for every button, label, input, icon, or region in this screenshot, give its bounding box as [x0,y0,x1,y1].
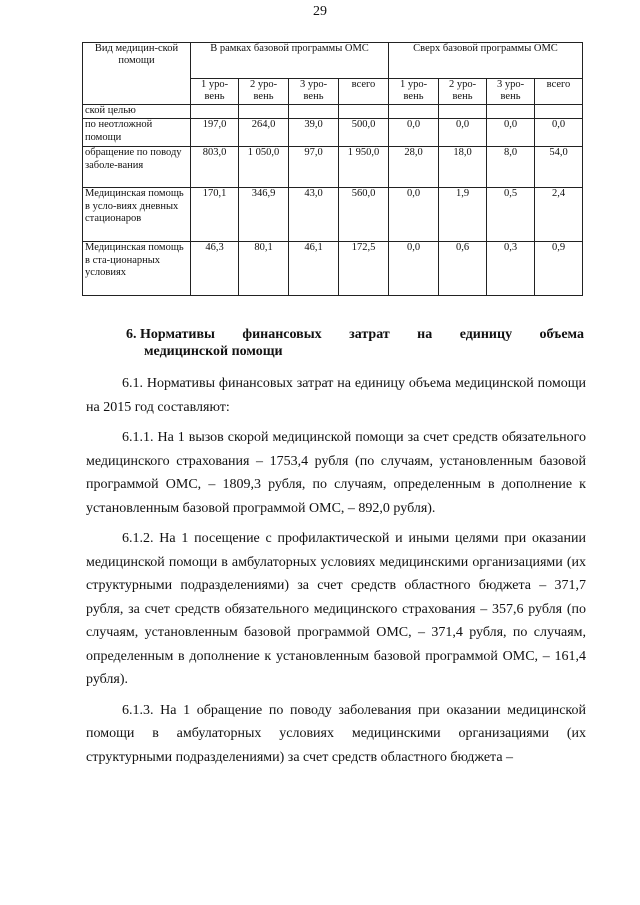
cell-value: 18,0 [439,147,487,188]
section-title-line-2: медицинской помощи [144,344,283,359]
cell-value [389,105,439,119]
cell-value: 803,0 [191,147,239,188]
cell-value: 560,0 [339,188,389,242]
cell-value: 54,0 [535,147,583,188]
cell-value: 0,0 [439,119,487,147]
cell-value: 97,0 [289,147,339,188]
cell-value: 0,3 [487,242,535,296]
row-name: по неотложной помощи [83,119,191,147]
table-row [83,147,583,188]
section-title-word: на [417,327,433,342]
cell-value: 264,0 [239,119,289,147]
cell-value: 500,0 [339,119,389,147]
paragraph-6-1-1: 6.1.1. На 1 вызов скорой медицинской помощи за счет средств обязательного медицинского страхования – 1753,4 рубля (по случаям, установленным базовой программой ОМС, – 1809,3 рубля, по случаям, определенным в дополнение к установленным базовой программой ОМС, – 892,0 рубля). [86,430,586,516]
header-base-program: В рамках базовой программы ОМС [191,43,389,79]
header-care-type: Вид медицин-ской помощи [83,43,191,105]
section-title-word: Нормативы [140,327,215,342]
cell-value: 170,1 [191,188,239,242]
cell-value: 0,6 [439,242,487,296]
cell-value: 0,0 [389,242,439,296]
paragraph-6-1-3: 6.1.3. На 1 обращение по поводу заболевания при оказании медицинской помощи в амбулаторных условиях медицинскими организациями (их структурными подразделениями) за счет средств областного бюджета – [86,702,586,765]
header-base-level-3: 3 уро-вень [289,79,339,105]
cell-value [439,105,487,119]
table-row [83,188,583,242]
paragraph-6-1: 6.1. Нормативы финансовых затрат на единицу объема медицинской помощи на 2015 год составляют: [86,376,586,415]
cell-value: 1 950,0 [339,147,389,188]
cell-value [191,105,239,119]
document-body [86,372,586,776]
section-title-word: единицу [459,327,513,342]
cell-value: 0,0 [389,188,439,242]
cell-value [487,105,535,119]
care-volume-table-container [82,42,583,296]
care-volume-table [82,42,583,296]
cell-value [339,105,389,119]
paragraph-6-1-2: 6.1.2. На 1 посещение с профилактической и иными целями при оказании медицинской помощи в амбулаторных условиях медицинскими организациями (их структурными подразделениями) за счет средств областного бюджета – 371,7 рубля, за счет средств обязательного медицинского страхования – 357,6 рубля (по случаям, установленным базовой программой ОМС, – 371,4 рубля, по случаям, определенным в дополнение к установленным базовой программой ОМС, – 161,4 рубля). [86,531,586,687]
header-base-level-2: 2 уро-вень [239,79,289,105]
cell-value [289,105,339,119]
table-row [83,242,583,296]
cell-value [535,105,583,119]
cell-value: 43,0 [289,188,339,242]
cell-value: 46,1 [289,242,339,296]
section-title-word: объема [539,327,584,342]
table-row [83,105,583,119]
cell-value: 0,0 [487,119,535,147]
cell-value: 39,0 [289,119,339,147]
cell-value: 1 050,0 [239,147,289,188]
section-title-word: финансовых [242,327,322,342]
cell-value: 28,0 [389,147,439,188]
header-over-total: всего [535,79,583,105]
header-over-level-3: 3 уро-вень [487,79,535,105]
cell-value: 0,0 [535,119,583,147]
table-row [83,119,583,147]
cell-value: 80,1 [239,242,289,296]
row-name: обращение по поводу заболе-вания [83,147,191,188]
cell-value [239,105,289,119]
cell-value: 2,4 [535,188,583,242]
cell-value: 0,0 [389,119,439,147]
section-number: 6. [126,327,137,342]
header-over-base-program: Сверх базовой программы ОМС [389,43,583,79]
header-base-total: всего [339,79,389,105]
header-over-level-2: 2 уро-вень [439,79,487,105]
section-heading [126,326,584,360]
cell-value: 1,9 [439,188,487,242]
cell-value: 346,9 [239,188,289,242]
cell-value: 197,0 [191,119,239,147]
header-over-level-1: 1 уро-вень [389,79,439,105]
cell-value: 172,5 [339,242,389,296]
row-name: ской целью [83,105,191,119]
section-title-word: затрат [349,327,390,342]
cell-value: 0,9 [535,242,583,296]
cell-value: 8,0 [487,147,535,188]
cell-value: 0,5 [487,188,535,242]
row-name: Медицинская помощь в усло-виях дневных стационаров [83,188,191,242]
page-number: 29 [313,4,327,19]
header-base-level-1: 1 уро-вень [191,79,239,105]
cell-value: 46,3 [191,242,239,296]
row-name: Медицинская помощь в ста-ционарных условиях [83,242,191,296]
